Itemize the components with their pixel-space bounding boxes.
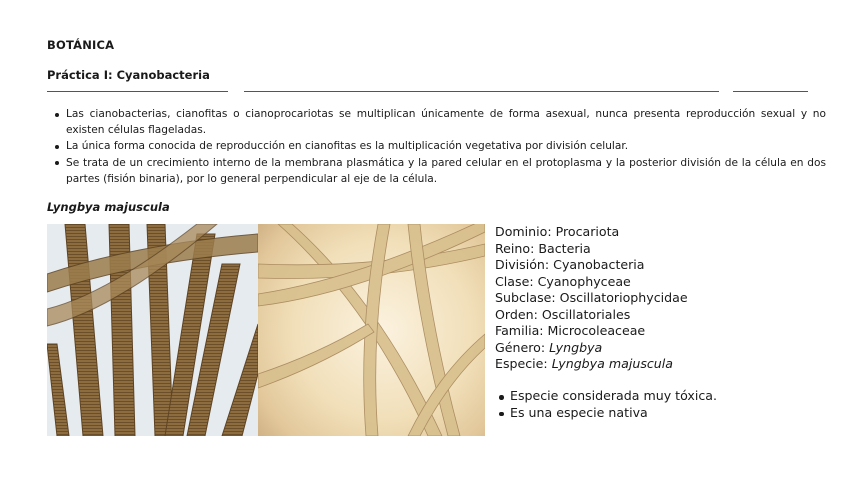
species-notes-list [510, 388, 717, 421]
intro-bullet: Se trata de un crecimiento interno de la membrana plasmática y la pared celular en el protoplasma y la posterior división de la célula en dos partes (fisión binaria), por lo general perpendicular al eje de la célula. [66, 155, 826, 187]
taxonomy-label: Especie: [495, 356, 552, 371]
title-divider [47, 91, 808, 92]
taxonomy-row [495, 290, 815, 307]
taxonomy-label: Género: [495, 339, 550, 355]
taxonomy-row [495, 224, 815, 241]
taxonomy-label: División: [495, 257, 554, 272]
taxonomy-value: Oscillatoriales [541, 306, 631, 322]
taxonomy-value: Cyanobacteria [553, 257, 645, 272]
practice-title: Práctica I: Cyanobacteria [47, 68, 210, 82]
species-heading: Lyngbya majuscula [47, 200, 170, 214]
taxonomy-row [495, 356, 815, 373]
intro-bullet-list [50, 106, 826, 187]
taxonomy-value: Oscillatoriophycidae [559, 290, 688, 305]
taxonomy-row [495, 241, 815, 258]
micrograph-image-right [258, 224, 485, 436]
taxonomy-label: Subclase: [495, 290, 560, 305]
divider-gap [719, 90, 733, 93]
filament-micrograph [258, 224, 485, 436]
taxonomy-value: Microcoleaceae [547, 323, 646, 338]
divider-gap [228, 90, 244, 93]
taxonomy-row [495, 274, 815, 291]
taxonomy-label: Reino: [495, 240, 539, 256]
taxonomy-row [495, 257, 815, 274]
taxonomy-label: Orden: [495, 306, 542, 322]
taxonomy-value: Bacteria [538, 240, 591, 256]
taxonomy-row [495, 340, 815, 357]
taxonomy-row [495, 307, 815, 324]
species-note: Es una especie nativa [510, 405, 717, 422]
species-note: Especie considerada muy tóxica. [510, 388, 718, 403]
micrograph-image-left [47, 224, 258, 436]
taxonomy-value: Procariota [555, 224, 620, 239]
taxonomy-label: Familia: [495, 323, 548, 338]
intro-bullet: La única forma conocida de reproducción en cianofitas es la multiplicación vegetativa por división celular. [66, 138, 826, 154]
taxonomy-list [495, 224, 815, 373]
taxonomy-row [495, 323, 815, 340]
course-title: BOTÁNICA [47, 38, 115, 52]
taxonomy-value: Lyngbya [549, 339, 603, 355]
intro-bullet: Las cianobacterias, cianofitas o cianoprocariotas se multiplican únicamente de forma asexual, nunca presenta reproducción sexual y no existen células flageladas. [66, 106, 826, 138]
taxonomy-label: Dominio: [495, 224, 556, 239]
taxonomy-value: Cyanophyceae [537, 273, 631, 289]
taxonomy-label: Clase: [495, 273, 538, 289]
taxonomy-value: Lyngbya majuscula [551, 356, 674, 371]
filament-micrograph [47, 224, 258, 436]
